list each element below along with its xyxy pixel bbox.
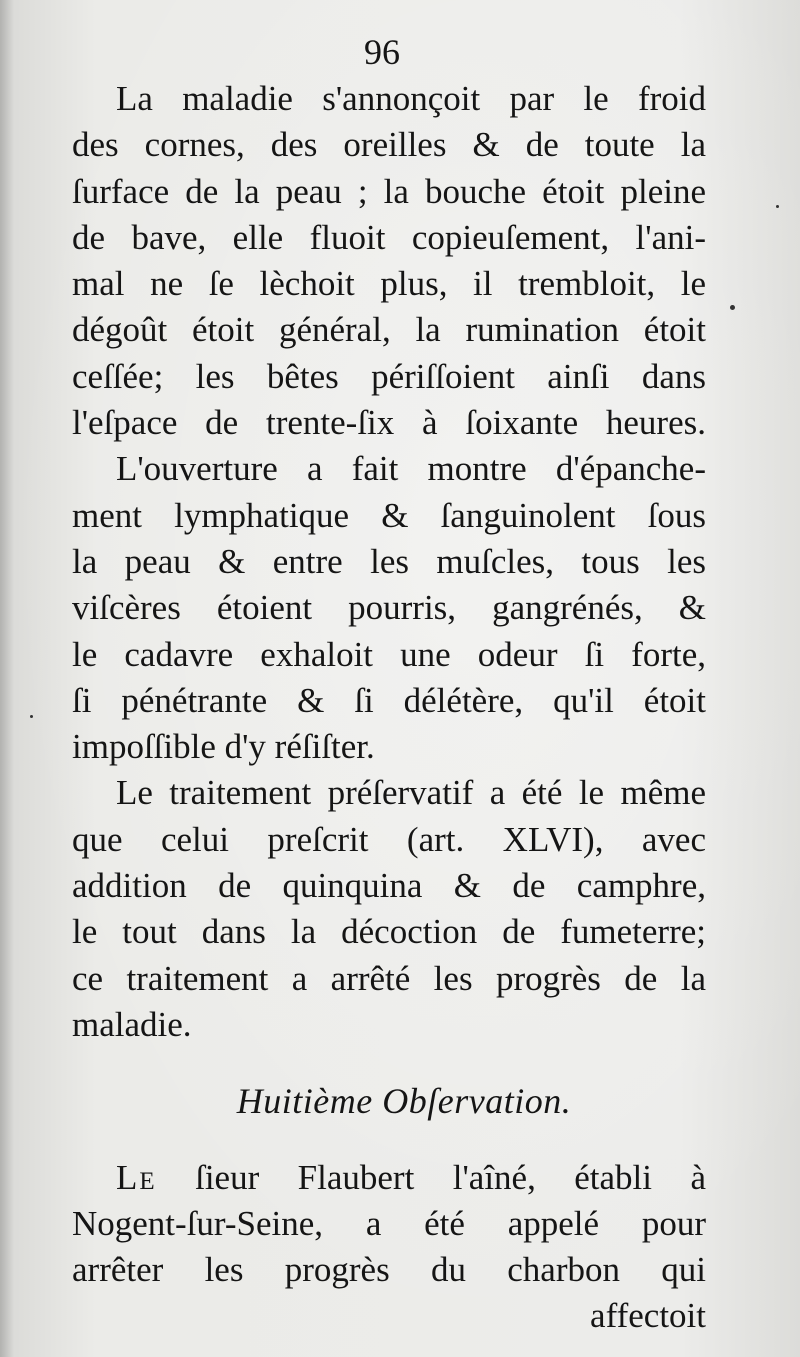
text-line: le tout dans la décoction de fumeterre;	[72, 912, 706, 952]
paragraph-2	[72, 446, 706, 770]
catchword: affectoit	[590, 1296, 706, 1336]
text-line: des cornes, des oreilles & de toute la	[72, 125, 706, 165]
text-line: la peau & entre les muſcles, tous les	[72, 541, 706, 581]
text-line: maladie.	[72, 1004, 192, 1044]
paper-speck	[30, 715, 33, 718]
text-line: impoſſible d'y réſiſter.	[72, 727, 375, 767]
text-line	[72, 1155, 706, 1201]
text-line-rest: ſieur Flaubert l'aîné, établi à	[156, 1157, 706, 1197]
text-line: de bave, elle fluoit copieuſement, l'ani-	[72, 217, 706, 257]
text-line: que celui preſcrit (art. XLVI), avec	[72, 819, 706, 859]
text-line: mal ne ſe lèchoit plus, il trembloit, le	[72, 264, 706, 304]
text-line: L'ouverture a fait montre d'épanche-	[116, 449, 706, 489]
page-number: 96	[364, 32, 400, 72]
text-line: ſurface de la peau ; la bouche étoit pleine	[72, 171, 706, 211]
text-line: dégoût étoit général, la rumination étoit	[72, 310, 706, 350]
paragraph-4	[72, 1155, 706, 1340]
lead-word: Le	[116, 1157, 157, 1197]
paragraph-1	[72, 76, 706, 446]
text-line: viſcères étoient pourris, gangrénés, &	[72, 588, 706, 628]
paper-speck	[776, 205, 779, 208]
text-line: Nogent-ſur-Seine, a été appelé pour	[72, 1203, 706, 1243]
text-line: ceſſée; les bêtes périſſoient ainſi dans	[72, 356, 706, 396]
text-line: ment lymphatique & ſanguinolent ſous	[72, 495, 706, 535]
text-line: l'eſpace de trente-ſix à ſoixante heures.	[72, 403, 706, 443]
text-line: La maladie s'annonçoit par le froid	[116, 79, 706, 118]
text-line: arrêter les progrès du charbon qui	[72, 1250, 706, 1290]
paragraph-3	[72, 770, 706, 1048]
section-heading: Huitième Obſervation.	[236, 1081, 572, 1122]
page-spine-shadow	[0, 0, 14, 1357]
paper-speck	[730, 305, 735, 310]
text-line: addition de quinquina & de camphre,	[72, 866, 706, 906]
page-text	[72, 76, 706, 1340]
text-line: ſi pénétrante & ſi délétère, qu'il étoit	[72, 680, 706, 720]
text-line: le cadavre exhaloit une odeur ſi forte,	[72, 634, 706, 674]
text-line: ce traitement a arrêté les progrès de la	[72, 958, 706, 998]
text-line: Le traitement préſervatif a été le même	[116, 773, 706, 813]
